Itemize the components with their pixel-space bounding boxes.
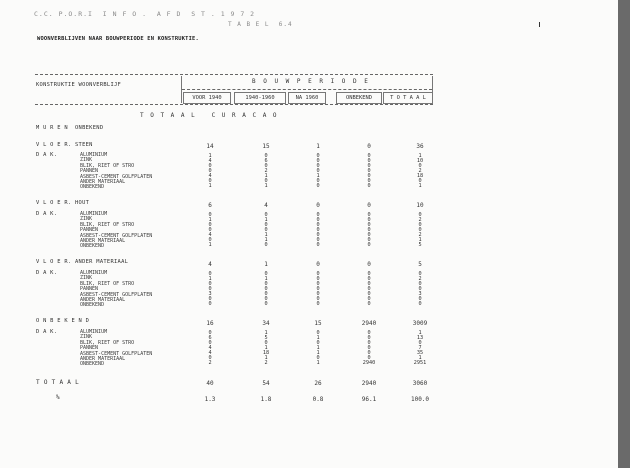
table-cell: 1 [418, 183, 422, 189]
table-cell: 0 [418, 281, 422, 287]
value-column [312, 331, 324, 366]
sub-item: BLIK, RIET OF STRO [80, 162, 135, 169]
value-column [204, 154, 216, 189]
table-cell: 1 [264, 173, 268, 179]
sub-item: PANNEN [80, 286, 99, 293]
table-cell: 1 [264, 232, 268, 238]
block-total: 4 [208, 261, 212, 268]
table-cell: 6 [208, 335, 212, 341]
block-total: 4 [264, 202, 268, 209]
value-column [260, 331, 272, 366]
totaal-label: T O T A A L [36, 379, 80, 386]
table-cell: 0 [316, 355, 320, 361]
table-cell: 0 [367, 153, 371, 159]
table-cell: 0 [367, 350, 371, 356]
col-header-na-1960: NA 1960 [288, 92, 326, 104]
table-cell: 0 [367, 271, 371, 277]
value-column [260, 272, 272, 307]
block-total: 34 [262, 320, 270, 327]
table-cell: 5 [264, 335, 268, 341]
sub-item: ALUMINIUM [80, 270, 108, 276]
block-total: 16 [206, 320, 214, 327]
table-cell: 2 [418, 232, 422, 238]
table-cell: 0 [367, 168, 371, 174]
table-cell: 3 [418, 291, 422, 297]
sub-item: ONBEKEND [80, 243, 105, 250]
table-cell: 0 [367, 158, 371, 164]
header-rule-bottom [35, 104, 433, 105]
table-cell: 0 [418, 212, 422, 218]
table-cell: 0 [367, 301, 371, 307]
page-title: WOONVERBLIJVEN NAAR BOUWPERIODE EN KONSTRUKTIE. [37, 36, 199, 42]
table-cell: 0 [367, 217, 371, 223]
table-cell: 0 [316, 212, 320, 218]
table-cell: 0 [316, 227, 320, 233]
block-total: 0 [367, 143, 371, 150]
table-cell: 4 [208, 345, 212, 351]
table-cell: 1 [316, 360, 320, 366]
totaal-value: 26 [314, 380, 322, 387]
table-cell: 0 [264, 227, 268, 233]
table-cell: 0 [264, 153, 268, 159]
table-cell: 0 [418, 222, 422, 228]
section-title: T O T A A L C U R A C A O [140, 112, 279, 119]
table-cell: 1 [208, 242, 212, 248]
table-cell: 18 [416, 173, 424, 179]
table-cell: 0 [418, 340, 422, 346]
table-cell: 13 [416, 335, 424, 341]
table-cell: 4 [208, 173, 212, 179]
col-header-voor-1940: VOOR 1940 [183, 92, 231, 104]
table-cell: 0 [367, 183, 371, 189]
table-cell: 0 [208, 212, 212, 218]
pct-label: % [56, 394, 60, 401]
sub-item-list [80, 330, 152, 368]
table-cell: 0 [316, 168, 320, 174]
table-cell: 0 [264, 271, 268, 277]
table-cell: 6 [264, 158, 268, 164]
block-total: 0 [367, 202, 371, 209]
table-cell: 0 [367, 340, 371, 346]
col-header-onbekend: ONBEKEND [336, 92, 382, 104]
pct-value: 1.3 [204, 396, 216, 403]
table-cell: 1 [264, 217, 268, 223]
table-cell: 1 [264, 183, 268, 189]
table-cell: 0 [316, 242, 320, 248]
table-cell: 7 [418, 345, 422, 351]
value-column [414, 154, 426, 189]
sub-item: ANDER MATERIAAL [80, 238, 126, 245]
table-cell: 0 [208, 340, 212, 346]
table-cell: 0 [208, 271, 212, 277]
block-total: 15 [314, 320, 322, 327]
block-total: 3009 [412, 320, 428, 327]
sub-item: ONBEKEND [80, 361, 105, 368]
pct-value: 96.1 [361, 396, 377, 403]
table-cell: 1 [208, 276, 212, 282]
header-rule-top [35, 74, 433, 75]
sub-item: ALUMINIUM [80, 211, 108, 217]
col-header-1940-1960: 1940-1960 [234, 92, 286, 104]
sub-item: ASBEST-CEMENT GOLFPLATEN [80, 173, 153, 180]
totaal-value: 40 [206, 380, 214, 387]
sub-item: PANNEN [80, 345, 99, 352]
table-cell: 0 [316, 222, 320, 228]
table-cell: 0 [264, 301, 268, 307]
sub-item: ONBEKEND [80, 184, 105, 191]
table-cell: 0 [418, 178, 422, 184]
table-cell: 0 [208, 163, 212, 169]
table-cell: 1 [418, 237, 422, 243]
table-cell: 0 [367, 173, 371, 179]
sub-item: ONBEKEND [80, 302, 105, 309]
table-cell: 0 [316, 158, 320, 164]
table-cell: 1 [208, 217, 212, 223]
table-cell: 1 [264, 345, 268, 351]
block-total: 2940 [361, 320, 377, 327]
dak-label: D A K. [36, 152, 58, 158]
value-column [357, 331, 381, 366]
table-cell: 0 [208, 227, 212, 233]
table-number: T A B E L 6.4 [228, 21, 293, 28]
table-cell: 1 [316, 335, 320, 341]
table-cell: 0 [418, 286, 422, 292]
value-column [260, 213, 272, 248]
table-cell: 35 [416, 350, 424, 356]
table-cell: 0 [367, 178, 371, 184]
block-total: 10 [416, 202, 424, 209]
table-cell: 0 [367, 330, 371, 336]
table-cell: 0 [264, 340, 268, 346]
table-cell: 1 [264, 276, 268, 282]
table-cell: 0 [367, 286, 371, 292]
table-cell: 5 [418, 242, 422, 248]
table-cell: 0 [208, 296, 212, 302]
table-cell: 2 [264, 360, 268, 366]
table-cell: 0 [316, 237, 320, 243]
table-cell: 0 [316, 340, 320, 346]
pct-value: 1.8 [260, 396, 272, 403]
dak-label: D A K. [36, 329, 58, 335]
value-column [204, 213, 216, 248]
block-total: 1 [264, 261, 268, 268]
table-cell: 0 [264, 178, 268, 184]
table-cell: 0 [367, 222, 371, 228]
table-cell: 0 [367, 276, 371, 282]
totaal-value: 3060 [412, 380, 428, 387]
table-cell: 1 [264, 237, 268, 243]
sub-item: ASBEST-CEMENT GOLFPLATEN [80, 350, 153, 357]
block-label: V L O E R. HOUT [36, 200, 90, 206]
sub-item-list [80, 271, 152, 309]
table-cell: 0 [316, 217, 320, 223]
value-column [363, 154, 375, 189]
table-cell: 1 [264, 330, 268, 336]
table-cell: 0 [367, 237, 371, 243]
value-column [312, 213, 324, 248]
table-cell: 0 [418, 271, 422, 277]
table-cell: 0 [316, 281, 320, 287]
value-column [260, 154, 272, 189]
table-cell: 0 [316, 153, 320, 159]
value-column [312, 154, 324, 189]
sub-item: ASBEST-CEMENT GOLFPLATEN [80, 232, 153, 239]
block-total: 36 [416, 143, 424, 150]
table-cell: 0 [316, 330, 320, 336]
table-cell: 4 [208, 158, 212, 164]
table-cell: 0 [418, 296, 422, 302]
table-cell: 0 [208, 355, 212, 361]
table-cell: 1 [418, 153, 422, 159]
sub-item: PANNEN [80, 168, 99, 175]
block-total: 6 [208, 202, 212, 209]
sub-item: ALUMINIUM [80, 152, 108, 158]
value-column [363, 213, 375, 248]
table-cell: 0 [367, 281, 371, 287]
block-total: 14 [206, 143, 214, 150]
table-cell: 0 [264, 291, 268, 297]
block-total: 5 [418, 261, 422, 268]
table-cell: 0 [316, 183, 320, 189]
sub-item: BLIK, RIET OF STRO [80, 280, 135, 287]
table-cell: 0 [367, 296, 371, 302]
table-cell: 4 [208, 232, 212, 238]
sub-item: ZINK [80, 216, 93, 223]
table-cell: 1 [316, 173, 320, 179]
col-header-totaal: T O T A A L [383, 92, 433, 104]
value-column [408, 331, 432, 366]
totaal-value: 54 [262, 380, 270, 387]
sub-item-list [80, 153, 152, 191]
table-cell: 0 [208, 281, 212, 287]
table-cell: 10 [416, 158, 424, 164]
table-cell: 0 [367, 212, 371, 218]
value-column [414, 213, 426, 248]
table-cell: 3 [208, 291, 212, 297]
value-column [204, 272, 216, 307]
table-cell: 0 [367, 232, 371, 238]
table-cell: 0 [418, 227, 422, 233]
sub-item: PANNEN [80, 227, 99, 234]
value-column [414, 272, 426, 307]
table-cell: 0 [316, 163, 320, 169]
table-cell: 1 [316, 350, 320, 356]
sub-item: ALUMINIUM [80, 329, 108, 335]
table-cell: 2 [418, 217, 422, 223]
sub-item: ANDER MATERIAAL [80, 356, 126, 363]
table-cell: 2 [208, 360, 212, 366]
table-cell: 2951 [413, 360, 427, 366]
block-label: V L O E R. STEEN [36, 142, 93, 148]
table-cell: 0 [316, 286, 320, 292]
sub-item: ANDER MATERIAAL [80, 179, 126, 186]
table-cell: 2940 [362, 360, 376, 366]
value-column [363, 272, 375, 307]
table-cell: 0 [367, 355, 371, 361]
group-label-muren: M U R E N ONBEKEND [36, 125, 104, 131]
table-cell: 1 [208, 153, 212, 159]
col-header-konstruktie: KONSTRUKTIE WOONVERBLIJF [36, 82, 122, 88]
dak-label: D A K. [36, 270, 58, 276]
table-cell: 0 [208, 330, 212, 336]
table-cell: 0 [316, 301, 320, 307]
table-cell: 4 [208, 350, 212, 356]
table-cell: 0 [316, 232, 320, 238]
block-total: 1 [316, 143, 320, 150]
table-cell: 1 [418, 330, 422, 336]
block-total: 15 [262, 143, 270, 150]
header-rule-mid [182, 89, 432, 90]
table-cell: 0 [264, 163, 268, 169]
col-header-bouwperiode: B O U W P E R I O D E [252, 78, 370, 85]
scanner-edge [618, 0, 630, 468]
table-cell: 0 [316, 276, 320, 282]
table-cell: 0 [264, 286, 268, 292]
table-cell: 0 [208, 178, 212, 184]
block-label: V L O E R. ANDER MATERIAAL [36, 259, 129, 265]
table-cell: 0 [208, 168, 212, 174]
sub-item: ZINK [80, 334, 93, 341]
table-cell: 0 [367, 345, 371, 351]
block-label: O N B E K E N D [36, 318, 90, 324]
table-cell: 1 [316, 345, 320, 351]
table-cell: 0 [367, 227, 371, 233]
table-cell: 0 [264, 222, 268, 228]
sub-item: ANDER MATERIAAL [80, 297, 126, 304]
block-total: 0 [316, 261, 320, 268]
table-cell: 1 [418, 355, 422, 361]
table-cell: 0 [208, 286, 212, 292]
table-cell: 0 [208, 301, 212, 307]
table-cell: 0 [316, 271, 320, 277]
table-cell: 0 [367, 291, 371, 297]
pct-value: 0.8 [312, 396, 324, 403]
sub-item: ZINK [80, 275, 93, 282]
table-cell: 0 [367, 335, 371, 341]
sub-item: BLIK, RIET OF STRO [80, 339, 135, 346]
block-total: 0 [316, 202, 320, 209]
table-cell: 0 [264, 212, 268, 218]
table-cell: 18 [262, 350, 270, 356]
sub-item: BLIK, RIET OF STRO [80, 221, 135, 228]
block-total: 0 [367, 261, 371, 268]
table-cell: 0 [264, 242, 268, 248]
table-cell: 0 [418, 301, 422, 307]
table-cell: 0 [418, 163, 422, 169]
table-cell: 0 [316, 296, 320, 302]
table-cell: 0 [316, 291, 320, 297]
table-cell: 0 [208, 222, 212, 228]
table-cell: 0 [264, 296, 268, 302]
table-cell: 1 [208, 183, 212, 189]
table-cell: 0 [316, 178, 320, 184]
sub-item-list [80, 212, 152, 250]
sub-item: ZINK [80, 157, 93, 164]
table-cell: 2 [418, 168, 422, 174]
header-line: C.C. P.O.R.I I N F O . A F D S T . 1 9 7 2 [34, 10, 256, 18]
table-cell: 0 [367, 242, 371, 248]
sub-item: ASBEST-CEMENT GOLFPLATEN [80, 291, 153, 298]
table-cell: 0 [264, 281, 268, 287]
table-cell: 2 [418, 276, 422, 282]
table-cell: 2 [264, 168, 268, 174]
value-column [312, 272, 324, 307]
table-cell: 0 [367, 163, 371, 169]
table-cell: 0 [208, 237, 212, 243]
pct-value: 100.0 [410, 396, 430, 403]
totaal-value: 2940 [361, 380, 377, 387]
dak-label: D A K. [36, 211, 58, 217]
page-mark [539, 22, 540, 27]
table-cell: 1 [264, 355, 268, 361]
value-column [204, 331, 216, 366]
